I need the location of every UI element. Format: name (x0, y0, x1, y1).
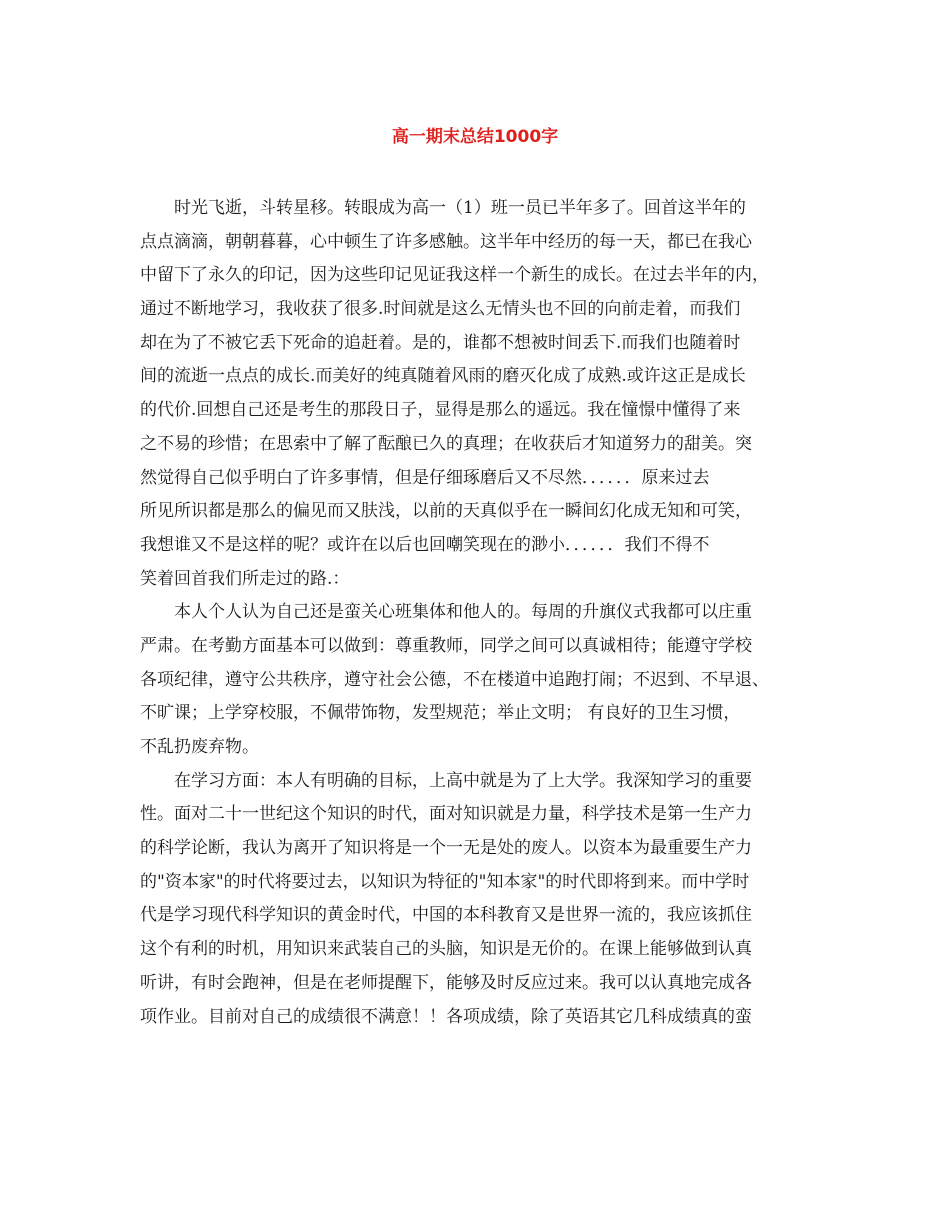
paragraph-line: 严肃。在考勤方面基本可以做到：尊重教师，同学之间可以真诚相待；能遵守学校 (140, 635, 752, 656)
document-title: 高一期末总结1000字 (391, 127, 559, 147)
paragraph-line: 所见所识都是那么的偏见而又肤浅，以前的天真似乎在一瞬间幻化成无知和可笑， (140, 501, 752, 522)
paragraph-line: 这个有利的时机，用知识来武装自己的头脑，知识是无价的。在课上能够做到认真 (140, 939, 752, 960)
document-body (140, 192, 830, 1034)
paragraph-line: 点点滴滴，朝朝暮暮，心中顿生了许多感触。这半年中经历的每一天，都已在我心 (140, 231, 752, 252)
paragraph-line: 的代价.回想自己还是考生的那段日子，显得是那么的遥远。我在憧憬中懂得了来 (140, 400, 741, 421)
paragraph-line: 的"资本家"的时代将要过去，以知识为特征的"知本家"的时代即将到来。而中学时 (140, 871, 750, 892)
paragraph-line: 的科学论断，我认为离开了知识将是一个一无是处的废人。以资本为最重要生产力 (140, 838, 752, 859)
paragraph-line: 性。面对二十一世纪这个知识的时代，面对知识就是力量，科学技术是第一生产力 (140, 804, 752, 825)
paragraph-line: 本人个人认为自己还是蛮关心班集体和他人的。每周的升旗仪式我都可以庄重 (174, 602, 752, 623)
paragraph-line: 时光飞逝，斗转星移。转眼成为高一（1）班一员已半年多了。回首这半年的 (174, 198, 746, 218)
paragraph-line: 我想谁又不是这样的呢？或许在以后也回嘲笑现在的渺小．．．．．．我们不得不 (140, 534, 710, 555)
paragraph-line: 代是学习现代科学知识的黄金时代，中国的本科教育又是世界一流的，我应该抓住 (140, 905, 752, 926)
paragraph-line: 然觉得自己似乎明白了许多事情，但是仔细琢磨后又不尽然．．．．．．原来过去 (140, 467, 710, 488)
paragraph-line: 在学习方面：本人有明确的目标，上高中就是为了上大学。我深知学习的重要 (174, 770, 752, 791)
paragraph-line: 笑着回首我们所走过的路.： (140, 568, 350, 589)
paragraph-line: 听讲，有时会跑神，但是在老师提醒下，能够及时反应过来。我可以认真地完成各 (140, 972, 752, 993)
paragraph-line: 中留下了永久的印记，因为这些印记见证我这样一个新生的成长。在过去半年的内， (140, 265, 769, 286)
paragraph-line: 各项纪律，遵守公共秩序，遵守社会公德，不在楼道中追跑打闹；不迟到、不早退、 (140, 669, 769, 690)
paragraph-line: 不旷课；上学穿校服，不佩带饰物，发型规范；举止文明； 有良好的卫生习惯， (140, 703, 741, 724)
paragraph-line: 间的流逝一点点的成长.而美好的纯真随着风雨的磨灭化成了成熟.或许这正是成长 (140, 366, 746, 387)
paragraph-line: 项作业。目前对自己的成绩很不满意！！各项成绩，除了英语其它几科成绩真的蛮 (140, 1006, 752, 1027)
paragraph-line: 之不易的珍惜；在思索中了解了酝酿已久的真理；在收获后才知道努力的甜美。突 (140, 433, 752, 454)
paragraph-line: 通过不断地学习，我收获了很多.时间就是这么无情头也不回的向前走着，而我们 (140, 299, 741, 320)
paragraph-line: 不乱扔废弃物。 (140, 737, 259, 757)
paragraph-line: 却在为了不被它丢下死命的追赶着。是的，谁都不想被时间丢下.而我们也随着时 (140, 332, 741, 353)
